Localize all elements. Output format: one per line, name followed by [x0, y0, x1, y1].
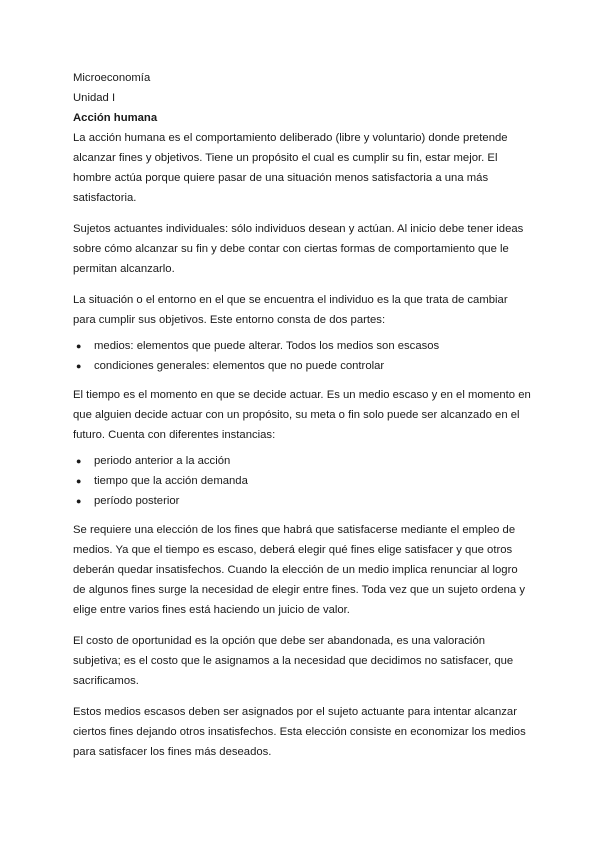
- paragraph-tiempo: El tiempo es el momento en que se decide actuar. Es un medio escaso y en el momento en que alguien decide actuar con un propósito, su meta o fin solo puede ser alcanzado en el futuro. Cuenta con diferentes instancias:: [73, 389, 531, 441]
- paragraph-costo-oportunidad: El costo de oportunidad es la opción que debe ser abandonada, es una valoración subjetiva; es el costo que le asignamos a la necesidad que decidimos no satisfacer, que sacrificamos.: [73, 635, 514, 687]
- bullet-list-entorno: [73, 336, 533, 376]
- bullet-icon: ●: [76, 456, 82, 466]
- paragraph-medios-escasos: Estos medios escasos deben ser asignados por el sujeto actuante para intentar alcanzar ciertos fines dejando otros insatisfechos. Esta elección consiste en economizar los medios para satisfacer los fines más deseados.: [73, 706, 526, 758]
- list-item-text: medios: elementos que puede alterar. Todos los medios son escasos: [94, 340, 440, 352]
- paragraph-entorno: La situación o el entorno en el que se encuentra el individuo es la que trata de cambiar para cumplir sus objetivos. Este entorno consta de dos partes:: [73, 294, 508, 326]
- list-item: [73, 336, 533, 356]
- list-item: [73, 451, 533, 471]
- unit-label: Unidad I: [73, 92, 116, 104]
- list-item-text: condiciones generales: elementos que no puede controlar: [94, 360, 385, 372]
- bullet-icon: ●: [76, 476, 82, 486]
- bullet-list-tiempo: [73, 451, 533, 511]
- list-item: [73, 491, 533, 511]
- list-item-text: periodo anterior a la acción: [94, 455, 231, 467]
- paragraph-eleccion: Se requiere una elección de los fines que habrá que satisfacerse mediante el empleo de medios. Ya que el tiempo es escaso, deberá elegir qué fines elige satisfacer y que otros deberán quedar insatisfechos. Cuando la elección de un medio implica renunciar al logro de algunos fines surge la necesidad de elegir entre fines. Toda vez que un sujeto ordena y elige entre varios fines está haciendo un juicio de valor.: [73, 524, 525, 616]
- paragraph-definition: La acción humana es el comportamiento deliberado (libre y voluntario) donde pretende alcanzar fines y objetivos. Tiene un propósito el cual es cumplir su fin, estar mejor. El hombre actúa porque quiere pasar de una situación menos satisfactoria a una más satisfactoria.: [73, 132, 508, 204]
- list-item: [73, 356, 533, 376]
- bullet-icon: ●: [76, 341, 82, 351]
- paragraph-sujetos: Sujetos actuantes individuales: sólo individuos desean y actúan. Al inicio debe tener ideas sobre cómo alcanzar su fin y debe contar con ciertas formas de comportamiento que le permitan alcanzarlo.: [73, 223, 524, 275]
- list-item-text: período posterior: [94, 495, 180, 507]
- bullet-icon: ●: [76, 361, 82, 371]
- list-item: [73, 471, 533, 491]
- list-item-text: tiempo que la acción demanda: [94, 475, 248, 487]
- document-page: [73, 68, 533, 773]
- section-title: Acción humana: [73, 112, 158, 124]
- course-name: Microeconomía: [73, 72, 151, 84]
- bullet-icon: ●: [76, 496, 82, 506]
